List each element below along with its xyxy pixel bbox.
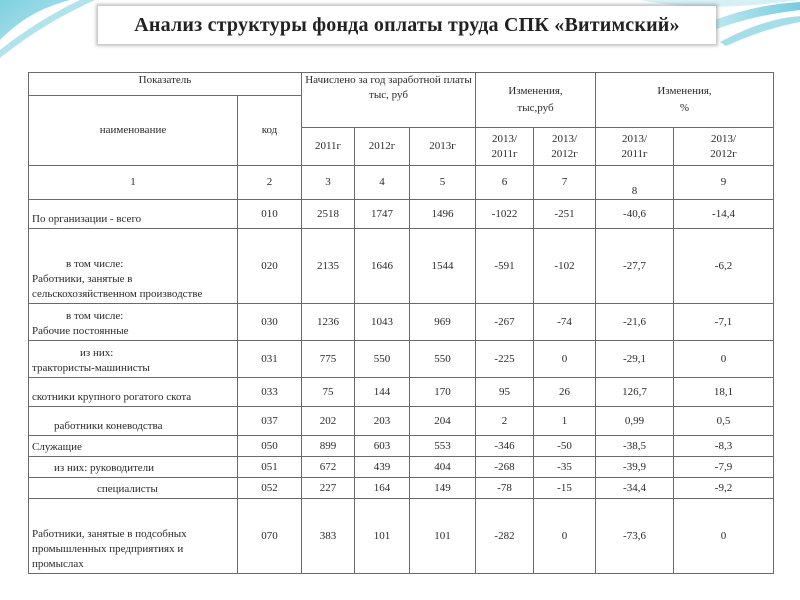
- row-label: [29, 478, 238, 499]
- row-label: [29, 304, 238, 341]
- row-value: 164: [355, 478, 410, 499]
- header-changes-abs-unit: тыс,руб: [517, 102, 554, 114]
- header-c1: [476, 128, 534, 166]
- table-row: [29, 478, 774, 499]
- row-label-text: из них: руководители: [54, 462, 155, 474]
- row-value: 126,7: [596, 378, 674, 407]
- row-value: 2518: [302, 200, 355, 229]
- row-label-text: Работники, занятые в подсобных промышленных предприятиях и промыслах: [32, 528, 187, 570]
- header-c1-b: 2011г: [491, 147, 518, 160]
- colnum: 7: [534, 166, 596, 200]
- row-label-text: трактористы-машинисты: [32, 362, 150, 374]
- row-value: -29,1: [596, 341, 674, 378]
- row-label: [29, 200, 238, 229]
- row-label: [29, 378, 238, 407]
- header-c1-a: 2013/: [491, 132, 518, 145]
- row-label-text: Рабочие постоянные: [32, 325, 129, 337]
- row-value: 969: [410, 304, 476, 341]
- row-label-text: Служащие: [32, 441, 82, 453]
- column-number-row: [29, 166, 774, 200]
- header-changes-pct-unit: %: [679, 102, 690, 114]
- row-value: 0,5: [674, 407, 774, 436]
- row-prefix: из них:: [80, 347, 114, 359]
- header-c3: [596, 128, 674, 166]
- row-value: 1747: [355, 200, 410, 229]
- table-row: [29, 378, 774, 407]
- colnum: 3: [302, 166, 355, 200]
- row-value: -78: [476, 478, 534, 499]
- row-value: -346: [476, 436, 534, 457]
- header-c4: [674, 128, 774, 166]
- row-code: 033: [238, 378, 302, 407]
- row-label: [29, 407, 238, 436]
- row-label: [29, 457, 238, 478]
- row-value: -14,4: [674, 200, 774, 229]
- row-value: 0: [534, 499, 596, 574]
- header-code: код: [238, 96, 302, 166]
- row-value: 439: [355, 457, 410, 478]
- row-value: -7,9: [674, 457, 774, 478]
- table-row: [29, 407, 774, 436]
- header-c2-a: 2013/: [551, 132, 578, 145]
- payroll-structure-table: [28, 72, 774, 574]
- row-label-text: Работники, занятые в сельскохозяйственном производстве: [32, 273, 203, 300]
- row-value: -225: [476, 341, 534, 378]
- row-label-text: скотники крупного рогатого скота: [32, 391, 192, 403]
- table-row: [29, 499, 774, 574]
- row-value: 95: [476, 378, 534, 407]
- row-code: 050: [238, 436, 302, 457]
- colnum: 1: [29, 166, 238, 200]
- colnum: 2: [238, 166, 302, 200]
- row-value: -6,2: [674, 229, 774, 304]
- header-c4-b: 2012г: [710, 147, 737, 160]
- row-value: -267: [476, 304, 534, 341]
- row-value: 603: [355, 436, 410, 457]
- row-value: 0,99: [596, 407, 674, 436]
- header-changes-pct-text: Изменения,: [657, 85, 712, 97]
- row-value: -15: [534, 478, 596, 499]
- row-code: 020: [238, 229, 302, 304]
- table-row: [29, 304, 774, 341]
- row-value: -27,7: [596, 229, 674, 304]
- row-label-text: специалисты: [97, 483, 158, 495]
- colnum: 9: [674, 166, 774, 200]
- row-value: 1: [534, 407, 596, 436]
- colnum: 5: [410, 166, 476, 200]
- row-value: 899: [302, 436, 355, 457]
- colnum: 8: [596, 166, 674, 200]
- row-value: 1544: [410, 229, 476, 304]
- row-value: -39,9: [596, 457, 674, 478]
- row-value: 18,1: [674, 378, 774, 407]
- table-row: [29, 436, 774, 457]
- row-value: -102: [534, 229, 596, 304]
- row-value: 1236: [302, 304, 355, 341]
- row-value: 149: [410, 478, 476, 499]
- row-value: 775: [302, 341, 355, 378]
- row-value: 144: [355, 378, 410, 407]
- row-code: 030: [238, 304, 302, 341]
- row-value: 26: [534, 378, 596, 407]
- row-value: 203: [355, 407, 410, 436]
- row-label-text: По организации - всего: [32, 213, 142, 225]
- row-label: [29, 436, 238, 457]
- row-value: 0: [674, 341, 774, 378]
- row-code: 037: [238, 407, 302, 436]
- row-value: -268: [476, 457, 534, 478]
- header-changes-pct: [596, 73, 774, 128]
- table-row: [29, 341, 774, 378]
- row-prefix: в том числе:: [66, 310, 124, 322]
- header-c3-b: 2011г: [621, 147, 648, 160]
- row-value: 404: [410, 457, 476, 478]
- colnum: 6: [476, 166, 534, 200]
- row-value: -21,6: [596, 304, 674, 341]
- row-value: -73,6: [596, 499, 674, 574]
- row-value: 204: [410, 407, 476, 436]
- row-value: 383: [302, 499, 355, 574]
- row-value: -282: [476, 499, 534, 574]
- row-code: 031: [238, 341, 302, 378]
- title-banner: [98, 6, 716, 44]
- header-accrued: [302, 73, 476, 128]
- header-row-1: [29, 73, 774, 96]
- row-code: 070: [238, 499, 302, 574]
- row-value: 227: [302, 478, 355, 499]
- row-value: -7,1: [674, 304, 774, 341]
- header-c4-a: 2013/: [710, 132, 737, 145]
- table-row: [29, 200, 774, 229]
- row-code: 051: [238, 457, 302, 478]
- table-row: [29, 229, 774, 304]
- header-c3-a: 2013/: [621, 132, 648, 145]
- row-value: 101: [355, 499, 410, 574]
- row-value: -251: [534, 200, 596, 229]
- row-label: [29, 341, 238, 378]
- row-value: 550: [410, 341, 476, 378]
- header-name: наименование: [29, 96, 238, 166]
- header-year-2011: 2011г: [302, 128, 355, 166]
- row-value: 75: [302, 378, 355, 407]
- row-code: 052: [238, 478, 302, 499]
- row-value: 672: [302, 457, 355, 478]
- header-c2-b: 2012г: [551, 147, 578, 160]
- row-value: -50: [534, 436, 596, 457]
- row-value: 553: [410, 436, 476, 457]
- row-label-text: работники коневодства: [54, 420, 163, 432]
- row-value: 170: [410, 378, 476, 407]
- row-code: 010: [238, 200, 302, 229]
- header-year-2013: 2013г: [410, 128, 476, 166]
- row-value: 1646: [355, 229, 410, 304]
- row-value: -35: [534, 457, 596, 478]
- row-value: 1043: [355, 304, 410, 341]
- row-value: -38,5: [596, 436, 674, 457]
- header-year-2012: 2012г: [355, 128, 410, 166]
- colnum: 4: [355, 166, 410, 200]
- row-value: -74: [534, 304, 596, 341]
- row-value: 202: [302, 407, 355, 436]
- row-value: -8,3: [674, 436, 774, 457]
- row-value: 0: [674, 499, 774, 574]
- row-label: [29, 229, 238, 304]
- row-value: 2135: [302, 229, 355, 304]
- row-value: -34,4: [596, 478, 674, 499]
- page-title: Анализ структуры фонда оплаты труда СПК «Витимский»: [134, 13, 680, 36]
- row-value: 1496: [410, 200, 476, 229]
- row-value: -9,2: [674, 478, 774, 499]
- row-label: [29, 499, 238, 574]
- header-accrued-unit: тыс, руб: [369, 89, 408, 101]
- row-value: -591: [476, 229, 534, 304]
- row-prefix: в том числе:: [66, 258, 124, 270]
- header-changes-abs: [476, 73, 596, 128]
- header-changes-abs-text: Изменения,: [508, 85, 563, 97]
- row-value: 550: [355, 341, 410, 378]
- header-indicator: Показатель: [29, 73, 302, 96]
- header-c2: [534, 128, 596, 166]
- table-row: [29, 457, 774, 478]
- row-value: 2: [476, 407, 534, 436]
- row-value: 101: [410, 499, 476, 574]
- row-value: 0: [534, 341, 596, 378]
- header-accrued-text: Начислено за год заработной платы: [305, 74, 472, 86]
- row-value: -40,6: [596, 200, 674, 229]
- row-value: -1022: [476, 200, 534, 229]
